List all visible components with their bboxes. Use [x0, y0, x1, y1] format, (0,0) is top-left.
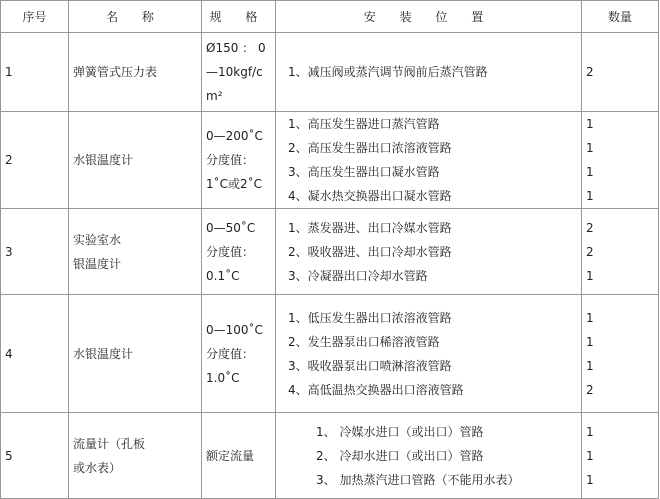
row-name	[69, 413, 202, 499]
row-spec	[202, 33, 276, 112]
location-line: 1、高压发生器进口蒸汽管路	[288, 117, 440, 131]
spec-line: 0.1˚C	[206, 268, 240, 283]
row-name	[69, 209, 202, 295]
header-name: 名 称	[69, 1, 202, 33]
row-spec	[202, 112, 276, 209]
row-quantities	[582, 413, 659, 499]
location-line: 3、高压发生器出口凝水管路	[288, 165, 440, 179]
header-index: 序号	[1, 1, 69, 33]
quantity-line: 1	[586, 189, 594, 203]
name-line: 银温度计	[73, 256, 122, 271]
quantity-line: 1	[586, 358, 594, 373]
table-row	[1, 112, 659, 209]
spec-line: 0—200˚C	[206, 129, 263, 143]
location-line: 4、高低温热交换器出口溶液管路	[288, 382, 464, 397]
header-location: 安 装 位 置	[276, 1, 582, 33]
spec-line: 分度值：	[206, 346, 255, 361]
spec-line: —10kgf/c	[206, 65, 263, 79]
location-line: 4、凝水热交换器出口凝水管路	[288, 189, 452, 203]
spec-line: 分度值：	[206, 244, 255, 259]
row-quantities	[582, 112, 659, 209]
quantity-line: 2	[586, 220, 594, 235]
row-spec	[202, 295, 276, 413]
location-line: 2、吸收器进、出口冷却水管路	[288, 244, 452, 259]
row-index: 2	[1, 112, 69, 209]
name-line: 水银温度计	[73, 153, 134, 167]
name-line: 实验室水	[73, 232, 122, 247]
name-line: 水银温度计	[73, 346, 134, 361]
row-locations	[276, 295, 582, 413]
row-index: 5	[1, 413, 69, 499]
row-locations	[276, 209, 582, 295]
header-spec: 规 格	[202, 1, 276, 33]
row-quantities	[582, 33, 659, 112]
location-line: 3、冷凝器出口冷却水管路	[288, 268, 428, 283]
quantity-line: 1	[586, 424, 594, 439]
row-spec	[202, 209, 276, 295]
spec-line: 分度值：	[206, 153, 255, 167]
location-line: 2、发生器泵出口稀溶液管路	[288, 334, 440, 349]
table-row	[1, 209, 659, 295]
row-name	[69, 112, 202, 209]
location-line: 1、蒸发器进、出口冷媒水管路	[288, 220, 452, 235]
spec-line: m²	[206, 89, 223, 103]
quantity-line: 1	[586, 310, 594, 325]
quantity-line: 1	[586, 165, 594, 179]
table-row	[1, 413, 659, 499]
header-quantity: 数量	[582, 1, 659, 33]
quantity-line: 1	[586, 472, 594, 487]
spec-line: 0—100˚C	[206, 322, 263, 337]
quantity-line: 1	[586, 334, 594, 349]
row-locations	[276, 112, 582, 209]
row-locations	[276, 413, 582, 499]
spec-line: 0—50˚C	[206, 220, 256, 235]
location-line: 3、 加热蒸汽进口管路（不能用水表）	[316, 472, 520, 487]
row-spec	[202, 413, 276, 499]
quantity-line: 2	[586, 382, 594, 397]
table-row	[1, 295, 659, 413]
name-line: 流量计（孔板	[73, 436, 146, 451]
location-line: 1、 冷媒水进口（或出口）管路	[316, 424, 484, 439]
row-name	[69, 295, 202, 413]
row-quantities	[582, 209, 659, 295]
location-line: 1、低压发生器出口浓溶液管路	[288, 310, 452, 325]
row-quantities	[582, 295, 659, 413]
quantity-line: 1	[586, 117, 594, 131]
spec-line: 1.0˚C	[206, 370, 240, 385]
quantity-line: 2	[586, 65, 594, 79]
name-line: 弹簧管式压力表	[73, 65, 158, 79]
quantity-line: 1	[586, 268, 594, 283]
row-index: 4	[1, 295, 69, 413]
name-line: 或水表）	[73, 460, 122, 475]
row-locations	[276, 33, 582, 112]
location-line: 2、 冷却水进口（或出口）管路	[316, 448, 484, 463]
table-row	[1, 33, 659, 112]
row-index: 1	[1, 33, 69, 112]
spec-line: 1˚C或2˚C	[206, 177, 263, 191]
header-row	[1, 1, 659, 33]
row-name	[69, 33, 202, 112]
spec-line: Ø150 ： 0	[206, 41, 266, 55]
location-line: 3、吸收器泵出口喷淋溶液管路	[288, 358, 452, 373]
location-line: 1、减压阀或蒸汽调节阀前后蒸汽管路	[288, 65, 488, 79]
location-line: 2、高压发生器出口浓溶液管路	[288, 141, 452, 155]
quantity-line: 1	[586, 448, 594, 463]
quantity-line: 2	[586, 244, 594, 259]
row-index: 3	[1, 209, 69, 295]
spec-line: 额定流量	[206, 448, 255, 463]
quantity-line: 1	[586, 141, 594, 155]
